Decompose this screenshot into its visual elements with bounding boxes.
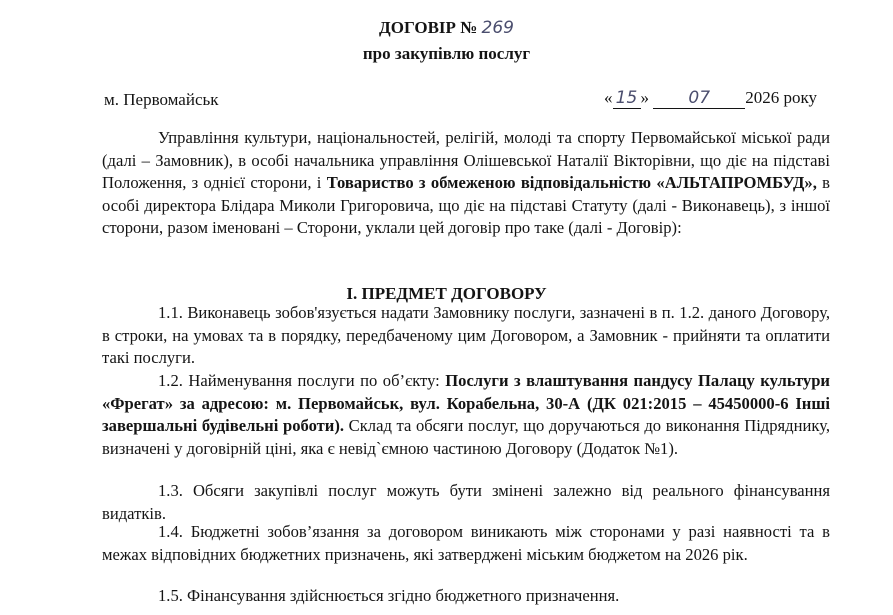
place-of-signing: м. Первомайськ — [104, 90, 219, 109]
contractor-company-name: Товариство з обмеженою відповідальністю «АЛЬТАПРОМБУД», — [326, 173, 817, 193]
handwritten-day: 15 — [613, 88, 641, 109]
clause-1-4: 1.4. Бюджетні зобов’язання за договором виникають між сторонами у разі наявності та в межах відповідних бюджетних призначень, які затверджені міським бюджетом на 2026 рік. — [102, 522, 830, 564]
preamble-text-2: в особі директора Блідара Миколи Григоровича, що діє на підставі Статуту (далі - Виконавець), з іншої сторони, разом іменовані – Сторони, уклали цей договір про таке (далі - Договір): — [102, 173, 830, 238]
clause-1-1: 1.1. Виконавець зобов'язується надати Замовнику послуги, зазначені в п. 1.2. даного Договору, в строки, на умовах та в порядку, передбаченому цим Договором, а Замовник - прийняти та оплатити такі послуги. — [102, 303, 830, 368]
clause-1-5: 1.5. Фінансування здійснюється згідно бюджетного призначення. — [158, 586, 620, 605]
preamble-text-1: Управління культури, національностей, релігій, молоді та спорту Первомайської міської ради (далі – Замовник), в особі начальника управління Олішевської Наталії Вікторівни, що діє на підставі Положення, з однієї сторони, і — [102, 128, 830, 193]
contract-date — [604, 86, 817, 110]
date-open-quote: « — [604, 88, 613, 107]
handwritten-month: 07 — [653, 88, 745, 109]
clause-1-2 — [102, 370, 830, 460]
contract-title — [0, 16, 893, 40]
clause-1-2-service-name: Послуги з влаштування пандусу Палацу культури «Фрегат» за адресою: м. Первомайськ, вул. Корабельна, 30-А (ДК 021:2015 – 45450000-6 Інші завершальні будівельні роботи). — [102, 371, 830, 436]
date-close-quote: » — [640, 88, 649, 107]
clause-1-2-lead: 1.2. Найменування послуги по об’єкту: — [158, 371, 446, 390]
preamble-paragraph — [102, 127, 830, 240]
title-prefix: ДОГОВІР № — [379, 18, 478, 37]
date-year: 2026 року — [745, 88, 818, 107]
contract-subtitle: про закупівлю послуг — [362, 44, 531, 63]
section-heading: I. ПРЕДМЕТ ДОГОВОРУ — [346, 284, 547, 303]
handwritten-contract-number: 269 — [481, 18, 514, 38]
clause-1-3: 1.3. Обсяги закупівлі послуг можуть бути змінені залежно від реального фінансування видатків. — [102, 481, 830, 523]
clause-1-2-rest: Склад та обсяги послуг, що доручаються до виконання Підряднику, визначені у договірній ціні, яка є невід`ємною частиною Договору (Додаток №1). — [102, 416, 830, 458]
